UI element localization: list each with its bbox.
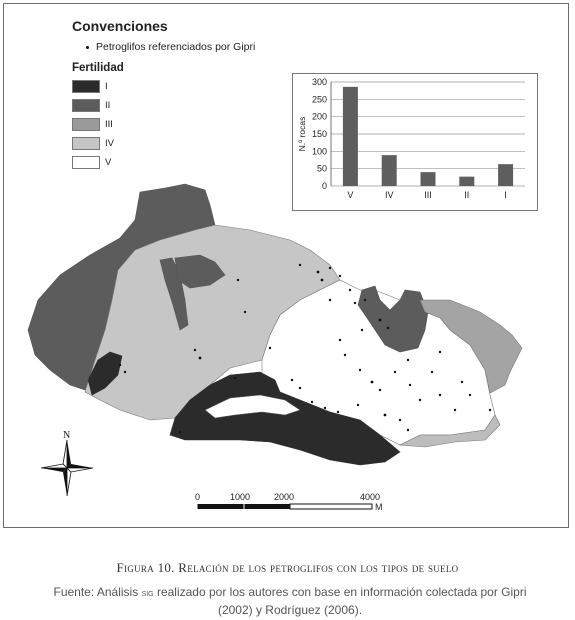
scale-tick-1000: 1000 <box>230 492 251 502</box>
scale-tick-2000: 2000 <box>274 492 295 502</box>
fertility-title: Fertilidad <box>72 62 124 74</box>
source-line1-before: Fuente: Análisis <box>53 585 142 599</box>
y-tick-label: 50 <box>316 163 327 174</box>
y-tick-label: 0 <box>321 181 327 191</box>
scale-tick-4000: 4000 <box>360 492 381 502</box>
x-tick-label: I <box>504 190 507 200</box>
figure-caption <box>0 560 575 576</box>
source-line2: (2002) y Rodríguez (2006). <box>217 603 363 617</box>
y-tick-label: 250 <box>311 94 327 105</box>
caption-prefix: Figura 10. <box>116 560 175 575</box>
y-axis-label: N.º rocas <box>297 116 307 152</box>
figure-source <box>20 584 560 618</box>
swatch-class-ii <box>72 99 100 112</box>
swatch-class-v <box>72 156 100 169</box>
north-arrow-icon <box>41 440 93 496</box>
x-tick-label: IV <box>384 190 394 200</box>
legend-title: Convenciones <box>72 18 168 34</box>
x-tick-label: II <box>464 190 470 200</box>
y-tick-label: 150 <box>311 129 327 139</box>
source-sig: sig <box>141 588 154 599</box>
swatch-class-iv <box>72 137 100 150</box>
y-tick-label: 200 <box>311 111 327 122</box>
caption-text: Relación de los petroglifos con los tipos de suelo <box>178 560 459 575</box>
swatch-label-iv: IV <box>105 138 114 149</box>
x-tick-label: V <box>347 190 354 200</box>
x-tick-label: III <box>424 190 432 200</box>
bar-I <box>498 164 513 186</box>
point-marker-icon <box>86 46 89 49</box>
legend-points-row <box>86 41 255 53</box>
y-tick-label: 300 <box>311 77 327 87</box>
bar-II <box>459 177 474 186</box>
scale-unit: M <box>375 502 383 512</box>
north-label: N <box>63 430 71 441</box>
scale-tick-0: 0 <box>195 492 201 502</box>
swatch-class-i <box>72 80 100 93</box>
scale-bar <box>198 504 372 509</box>
bar-III <box>421 172 436 186</box>
swatch-class-iii <box>72 118 100 131</box>
bar-IV <box>382 155 397 186</box>
swatch-label-v: V <box>105 157 112 168</box>
swatch-label-ii: II <box>105 100 111 111</box>
swatch-label-iii: III <box>105 119 113 130</box>
y-tick-label: 100 <box>311 146 327 157</box>
legend-points-label: Petroglifos referenciados por Gipri <box>96 41 256 53</box>
bar-chart-svg <box>293 74 539 212</box>
swatch-label-i: I <box>105 81 108 92</box>
bar-V <box>343 87 358 186</box>
source-line1-after: realizado por los autores con base en información colectada por Gipri <box>153 585 527 599</box>
inset-bar-chart <box>292 73 538 211</box>
